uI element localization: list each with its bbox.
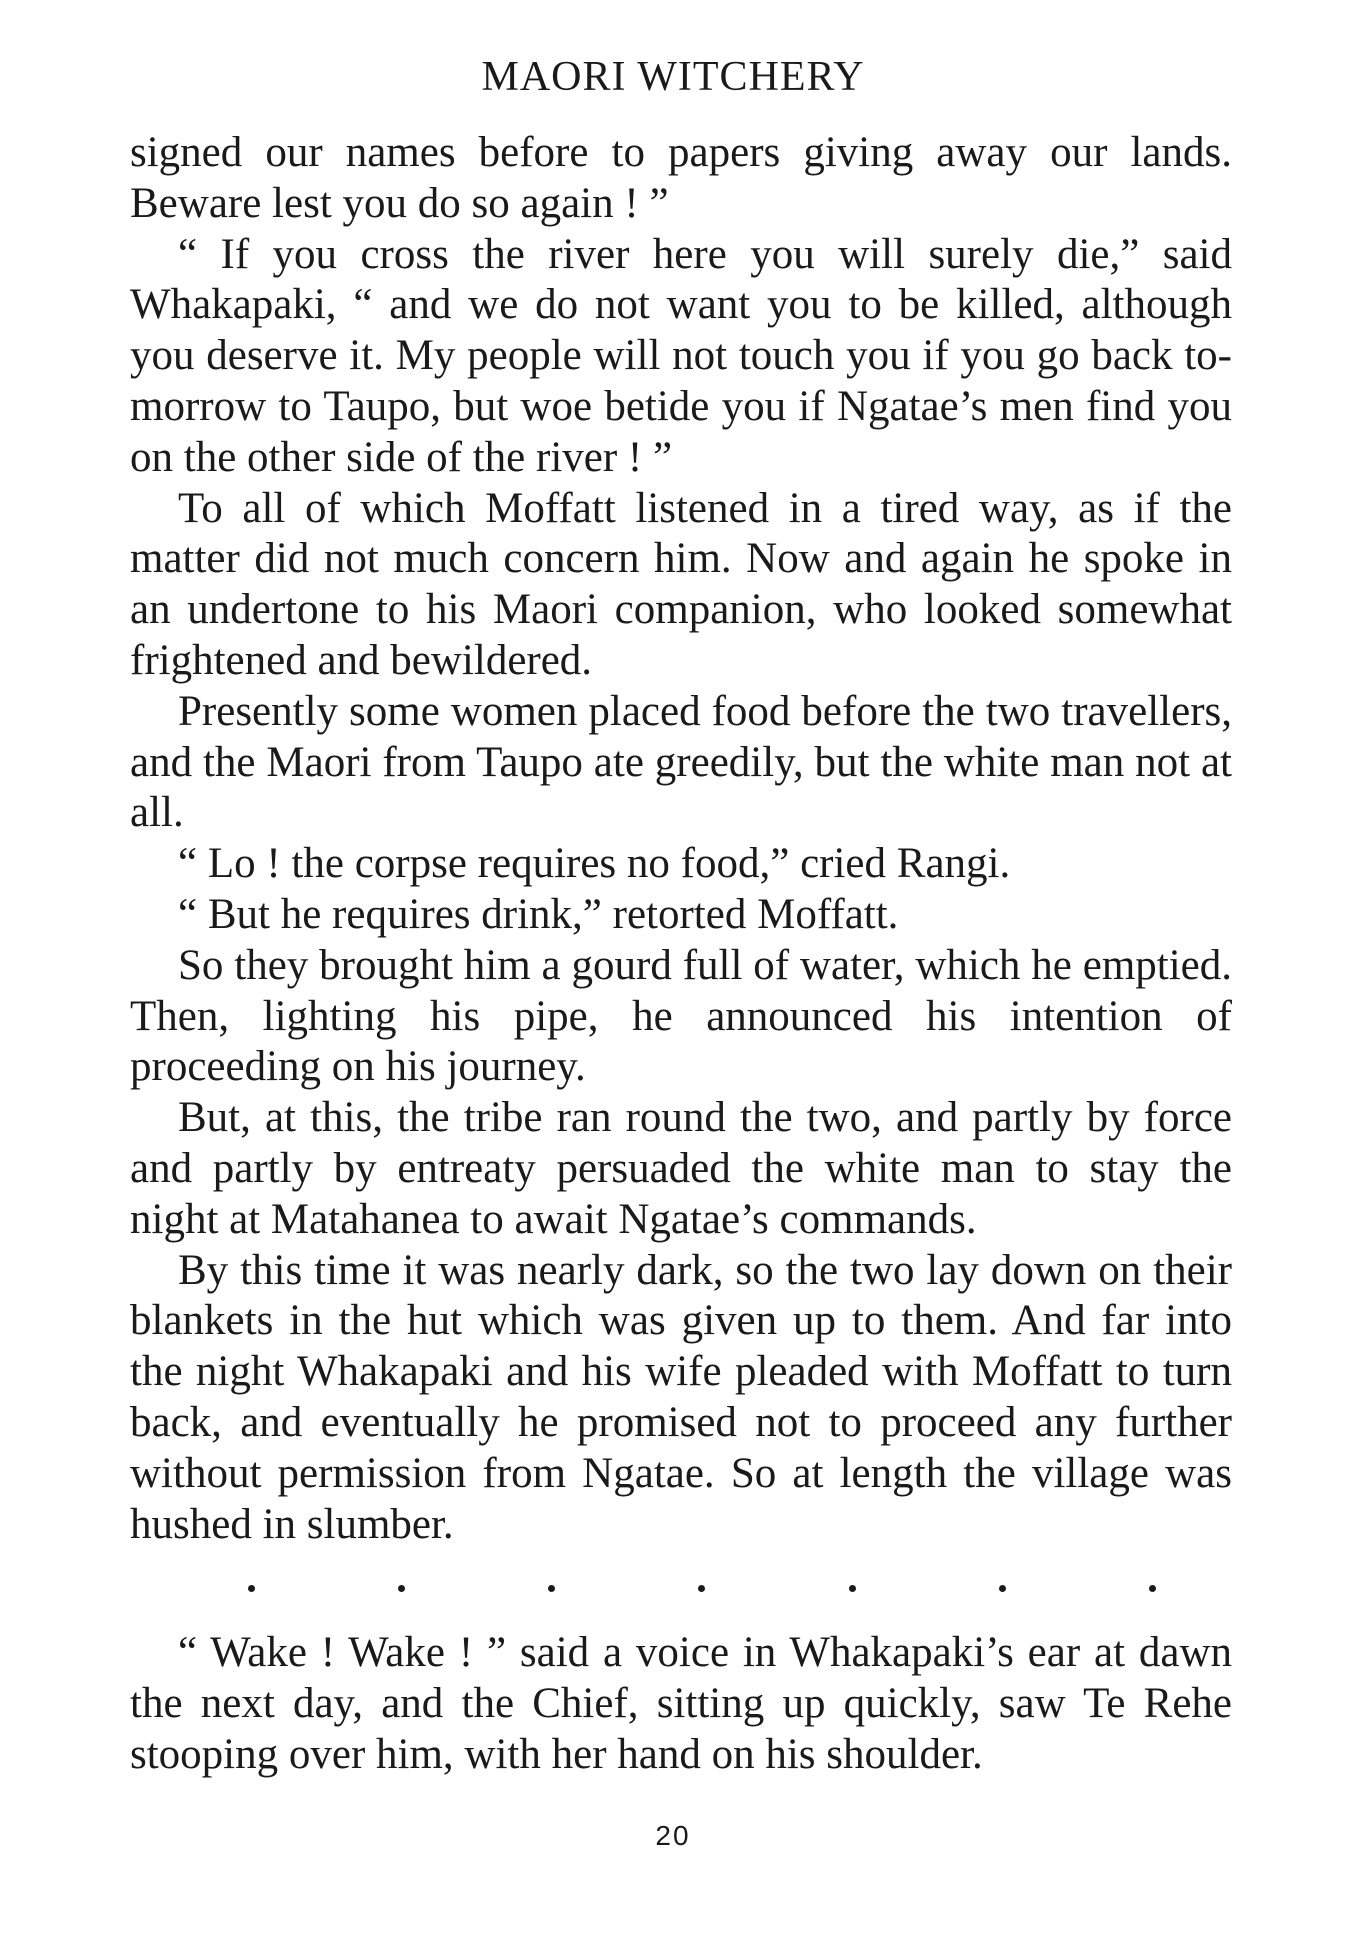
paragraph: “ Lo ! the corpse requires no food,” cried Rangi. bbox=[178, 840, 1011, 888]
paragraph: “ If you cross the river here you will surely die,” said Whakapaki, “ and we do not want you to be killed, although you deserve it. My people will not touch you if you go back to-morrow to Taupo, but woe betide you if Ngatae’s men find you on the other side of the river ! ” bbox=[130, 230, 1232, 481]
paragraph: To all of which Moffatt listened in a tired way, as if the matter did not much concern him. Now and again he spoke in an undertone to his Maori companion, who looked somewhat frightened and bewildered. bbox=[130, 484, 1232, 684]
ellipsis-dot bbox=[999, 1585, 1006, 1592]
ellipsis-dot bbox=[1149, 1585, 1156, 1592]
paragraph: So they brought him a gourd full of water, which he emptied. Then, lighting his pipe, he announced his intention of proceeding on his journey. bbox=[130, 941, 1232, 1091]
page-number: 20 bbox=[655, 1820, 691, 1851]
ellipsis-dot bbox=[849, 1585, 856, 1592]
paragraph: By this time it was nearly dark, so the two lay down on their blankets in the hut which was given up to them. And far into the night Whakapaki and his wife pleaded with Moffatt to turn back, and eventually he promised not to proceed any further without permission from Ngatae. So at length the village was hushed in slumber. bbox=[130, 1246, 1232, 1548]
section-break-dots bbox=[130, 1556, 1232, 1620]
ellipsis-dot bbox=[398, 1585, 405, 1592]
paragraph: Presently some women placed food before the two travellers, and the Maori from Taupo ate greedily, but the white man not at all. bbox=[130, 687, 1232, 837]
paragraph: signed our names before to papers giving away our lands. Beware lest you do so again ! ” bbox=[130, 129, 1232, 227]
paragraph: “ Wake ! Wake ! ” said a voice in Whakapaki’s ear at dawn the next day, and the Chief, sitting up quickly, saw Te Rehe stooping over him, with her hand on his shoulder. bbox=[130, 1629, 1232, 1778]
running-head: MAORI WITCHERY bbox=[481, 54, 865, 100]
body-text bbox=[130, 128, 1232, 1781]
paragraph: But, at this, the tribe ran round the two, and partly by force and partly by entreaty persuaded the white man to stay the night at Matahanea to await Ngatae’s commands. bbox=[130, 1094, 1232, 1243]
paragraph: “ But he requires drink,” retorted Moffatt. bbox=[178, 890, 899, 938]
ellipsis-dot bbox=[548, 1585, 555, 1592]
ellipsis-dot bbox=[698, 1585, 705, 1592]
ellipsis-dot bbox=[248, 1585, 255, 1592]
